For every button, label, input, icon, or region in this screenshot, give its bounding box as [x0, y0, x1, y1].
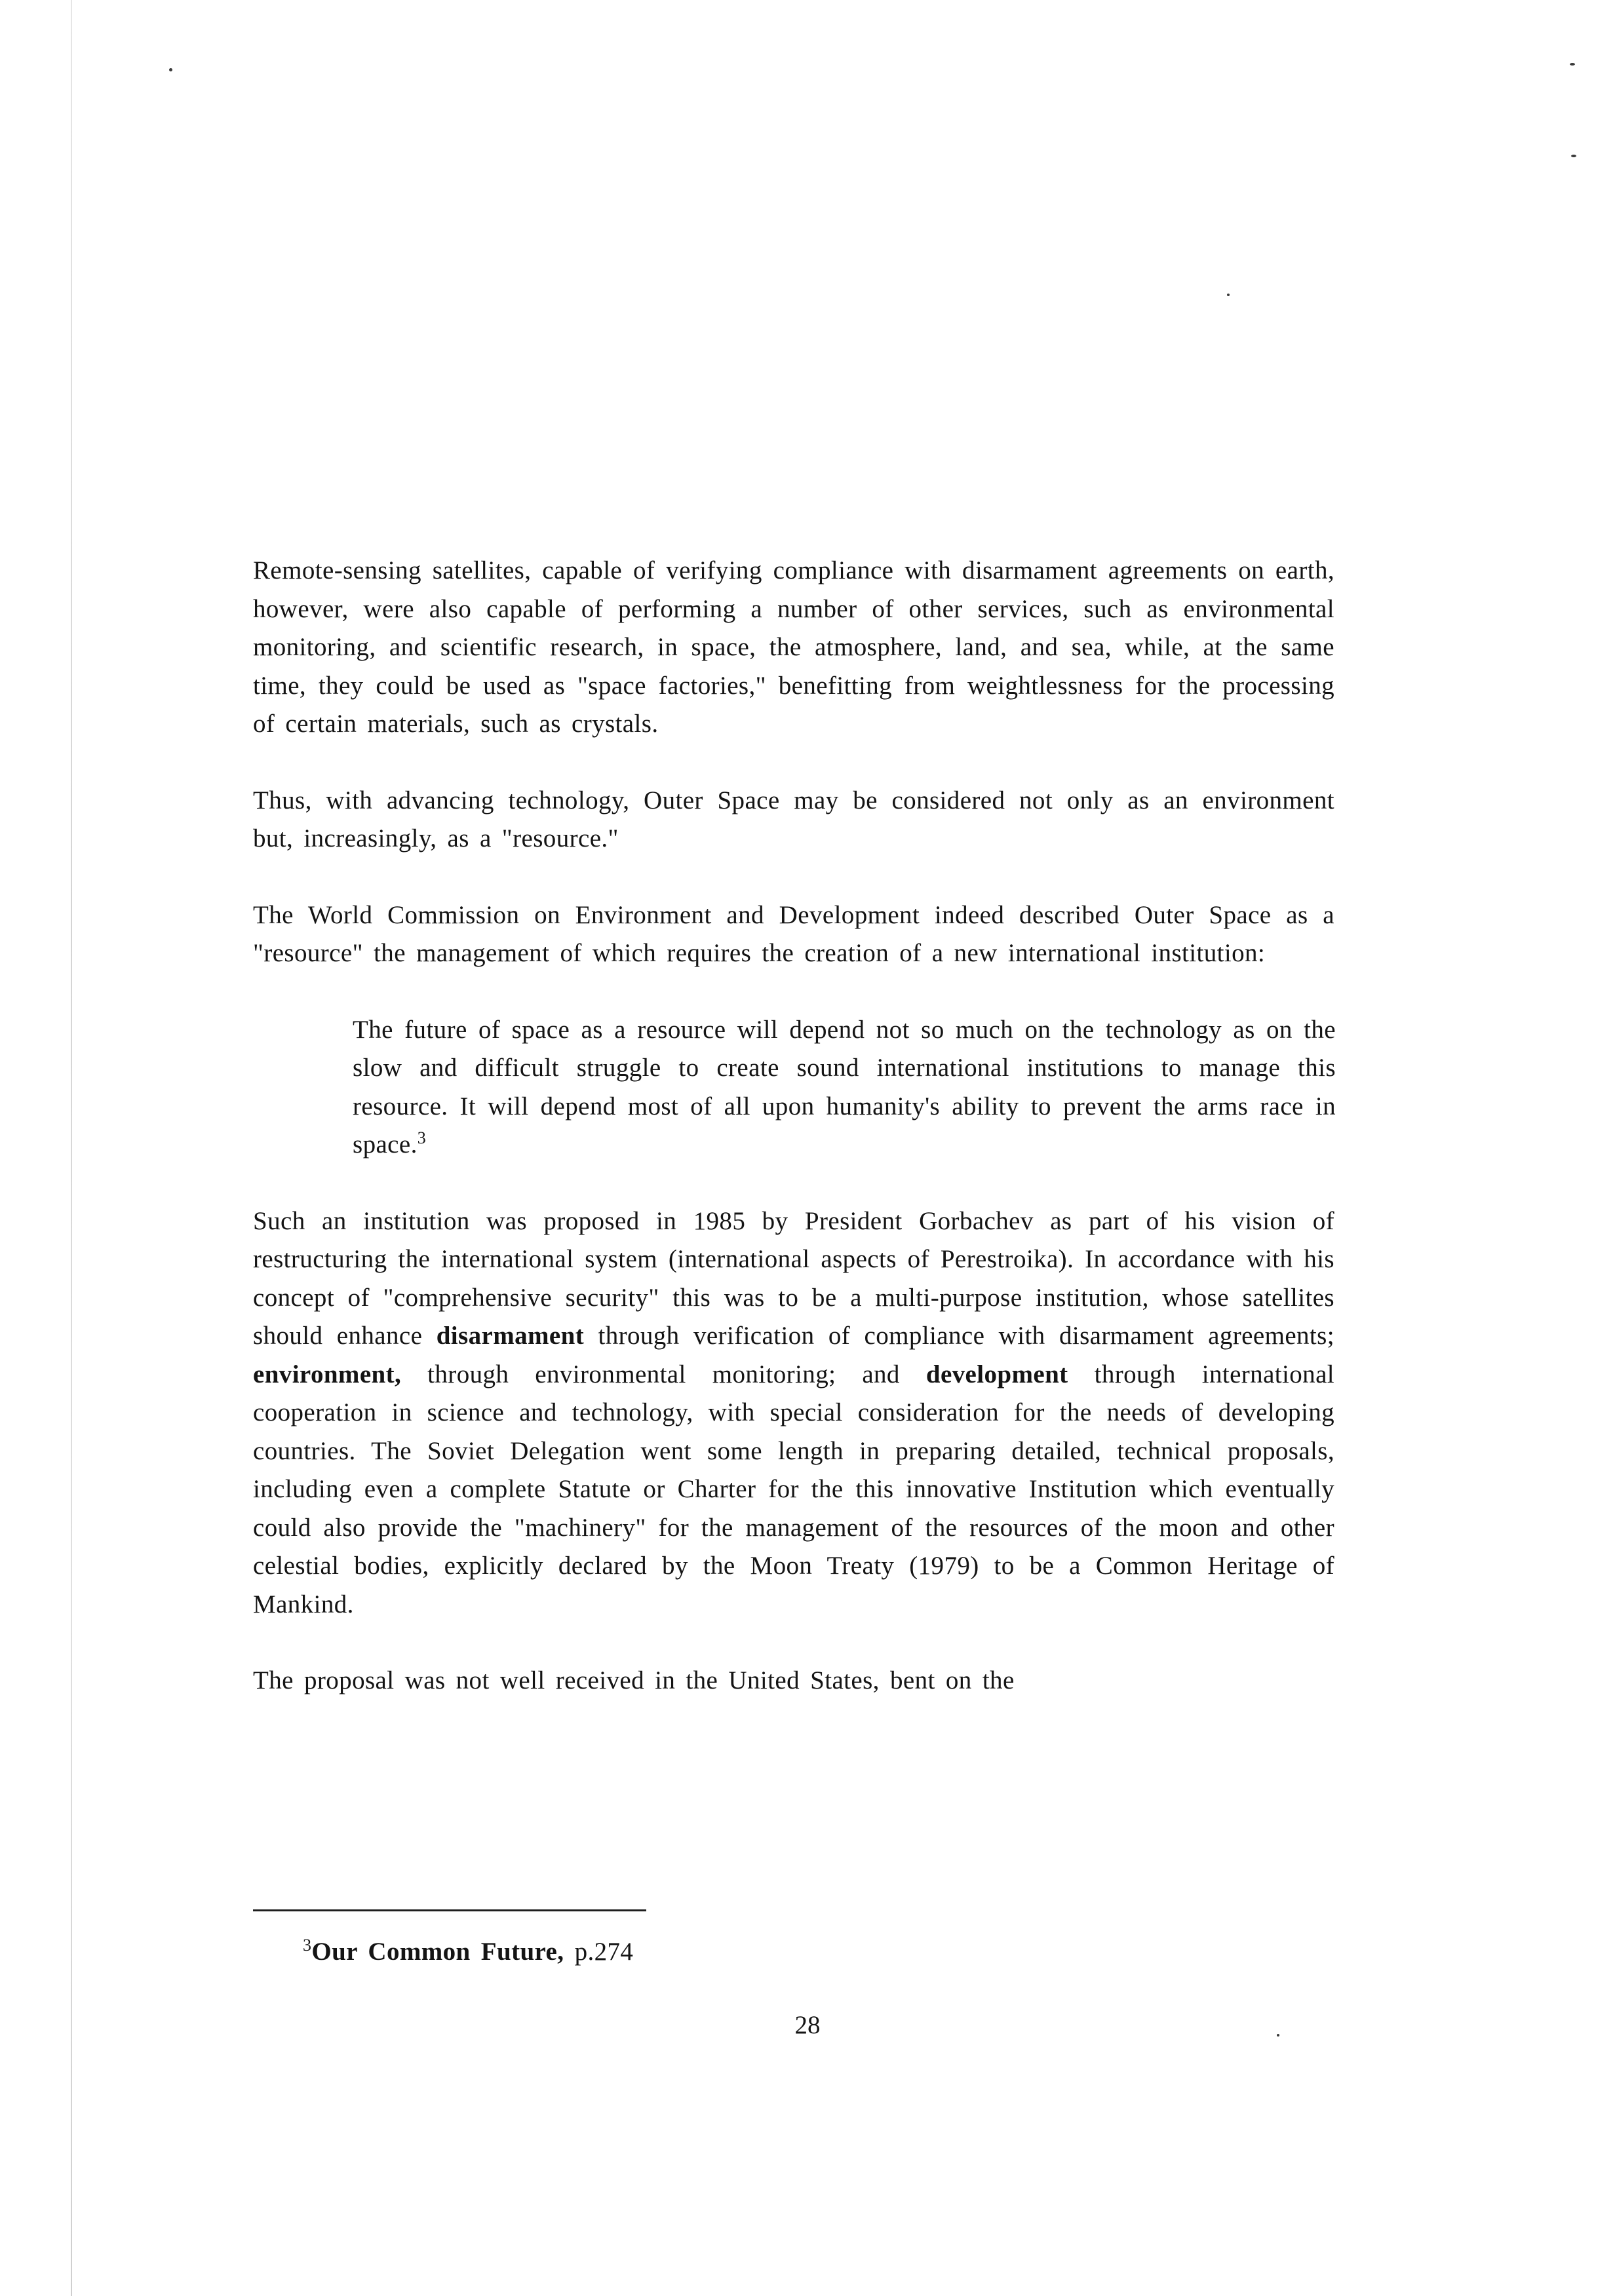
scan-speck — [1570, 63, 1575, 66]
paragraph-gorbachev-proposal — [253, 1202, 1334, 1624]
body-text — [253, 552, 1334, 1700]
scan-edge-line — [71, 0, 72, 2296]
paragraph-world-commission: The World Commission on Environment and Development indeed described Outer Space as a "resource" the management of which requires the creation of a new international institution: — [253, 900, 1334, 967]
paragraph-remote-sensing: Remote-sensing satellites, capable of verifying compliance with disarmament agreements on earth, however, were also capable of performing a number of other services, such as environmental monitoring, and scientific research, in space, the atmosphere, land, and sea, while, at the same time, they could be used as "space factories," benefitting from weightlessness for the processing of certain materials, such as crystals. — [253, 556, 1334, 738]
bold-term-environment: environment, — [253, 1360, 402, 1388]
bold-term-disarmament: disarmament — [436, 1322, 585, 1350]
text-segment: through international cooperation in science and technology, with special consideration for the needs of developing countries. The Soviet Delegation went some length in preparing detailed, technical proposals, including even a complete Statute or Charter for the this innovative Institution which eventually could also provide the "machinery" for the management of the resources of the moon and other celestial bodies, explicitly declared by the Moon Treaty (1979) to be a Common Heritage of Mankind. — [253, 1360, 1335, 1618]
page-number: 28 — [794, 2011, 821, 2039]
footnote-reference: 3 — [417, 1128, 427, 1147]
footnote-title: Our Common Future, — [311, 1938, 564, 1966]
scan-speck — [1571, 155, 1576, 157]
footnote-page: p.274 — [574, 1938, 634, 1966]
footnote — [303, 1933, 633, 1971]
scan-speck — [1227, 294, 1230, 296]
quote-text: The future of space as a resource will depend not so much on the technology as on the slow and difficult struggle to create sound international institutions to manage this resource. It will depend most of all upon humanity's ability to prevent the arms race in space. — [353, 1015, 1336, 1158]
text-segment: Such an institution was proposed in 1985 by President Gorbachev as part of his vision of restructuring the international system (international aspects of Perestroika). In accordance with his concept of "comprehensive security" this was to be a multi-purpose institution, whose satellites should enhance — [253, 1206, 1334, 1350]
block-quote — [353, 1011, 1336, 1164]
bold-term-development: development — [925, 1360, 1068, 1388]
text-segment: through environmental monitoring; and — [427, 1360, 900, 1388]
text-segment: through verification of compliance with disarmament agreements; — [598, 1322, 1334, 1350]
paragraph-proposal-reception: The proposal was not well received in the United States, bent on the — [253, 1666, 1015, 1694]
scan-speck — [169, 68, 172, 71]
block-quote-text — [353, 1011, 1336, 1164]
footnote-mark: 3 — [303, 1936, 312, 1955]
paragraph-resource: Thus, with advancing technology, Outer Space may be considered not only as an environment but, increasingly, as a "resource." — [253, 786, 1334, 852]
footnote-divider — [253, 1909, 646, 1911]
